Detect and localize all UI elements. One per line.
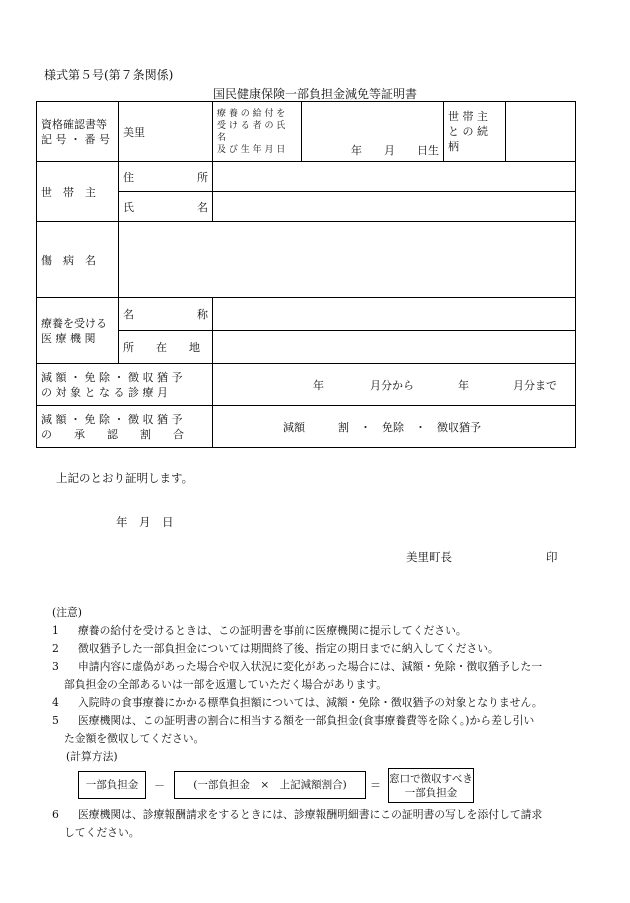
address-field[interactable] (213, 162, 576, 192)
note-text: 療養の給付を受けるときは、この証明書を事前に医療機関に提示してください。 (78, 624, 467, 637)
institution-label-cell (37, 298, 119, 364)
note-text: 徴収猶予した一部負担金については期間終了後、指定の期日までに納入してください。 (78, 642, 499, 655)
inst-name-label-cell (119, 298, 213, 331)
period-year-1: 年 (313, 378, 324, 392)
qualification-label-cell (37, 102, 119, 162)
name-field[interactable] (213, 192, 576, 222)
note-number: 1 (52, 624, 59, 637)
calc-box-result (388, 768, 474, 803)
note-text: 医療機関は、診療報酬請求をするときには、診療報酬明細書にこの証明書の写しを添付して請求 (78, 808, 543, 821)
qualification-label: 資格確認書等 (41, 117, 107, 131)
relation-label-cell (444, 102, 506, 162)
approval-label: 減 額 ・ 免 除 ・ 徴 収 猶 予 (41, 412, 183, 426)
disease-label: 傷 病 名 (37, 222, 119, 298)
relation-field[interactable] (506, 102, 576, 162)
table-row (37, 222, 576, 298)
note-text: 入院時の食事療養にかかる標準負担額については、減額・免除・徴収猶予の対象となりません。 (78, 696, 543, 709)
qualification-label: 記 号 ・ 番 号 (41, 132, 110, 146)
qualification-value[interactable]: 美里 (119, 102, 213, 162)
table-row (37, 406, 576, 448)
note-item (52, 640, 587, 658)
note-number: 2 (52, 642, 59, 655)
calc-result-line: 窓口で徴収すべき (389, 772, 473, 785)
note-number: 5 (52, 714, 59, 727)
recipient-label-cell (213, 102, 302, 162)
issuer-name: 美里町長 (406, 550, 452, 564)
name-label-a: 氏 (123, 200, 134, 214)
document-title: 国民健康保険一部負担金減免等証明書 (212, 87, 417, 101)
name-label-b: 名 (197, 200, 208, 214)
name-label-cell (119, 192, 213, 222)
period-line (217, 377, 571, 393)
recipient-dob: 年 月 日生 (351, 144, 439, 157)
note-number: 4 (52, 696, 59, 709)
address-label-a: 住 (123, 170, 134, 184)
inst-location-label: 所 在 地 (119, 331, 213, 364)
note-item (52, 658, 587, 694)
relation-label: と の 続 柄 (448, 125, 488, 153)
address-label-cell (119, 162, 213, 192)
recipient-label: 療 養 の 給 付 を (217, 108, 286, 119)
period-to: 月分まで (513, 378, 557, 392)
address-label-b: 所 (197, 170, 208, 184)
calc-equals: ＝ (370, 779, 381, 792)
institution-label: 療養を受ける (41, 316, 107, 330)
notes-heading: (注意) (52, 606, 83, 619)
period-label: の 対 象 と な る 診 療 月 (41, 385, 168, 399)
period-field[interactable] (213, 364, 576, 406)
form-number: 様式第５号(第７条関係) (44, 68, 174, 82)
note-number: 3 (52, 660, 59, 673)
table-row (37, 298, 576, 331)
calc-box-copay: 一部負担金 (78, 771, 146, 799)
calc-formula (78, 768, 587, 804)
certificate-table (36, 101, 576, 448)
period-label-cell (37, 364, 213, 406)
disease-field[interactable] (119, 222, 576, 298)
relation-label: 世 帯 主 (448, 110, 488, 123)
approval-label-cell (37, 406, 213, 448)
approval-label: の 承 認 割 合 (41, 427, 184, 441)
note-number: 6 (52, 808, 59, 821)
period-from: 月分から (370, 378, 414, 392)
table-row (37, 102, 576, 162)
institution-label: 医 療 機 関 (41, 331, 96, 345)
inst-name-label-a: 名 (123, 308, 134, 321)
recipient-field[interactable] (302, 102, 444, 162)
householder-label: 世 帯 主 (37, 162, 119, 222)
institution-location-field[interactable] (213, 331, 576, 364)
note-continuation: 部負担金の全部あるいは一部を返還していただく場合があります。 (64, 678, 388, 691)
period-year-2: 年 (458, 378, 469, 392)
approval-field[interactable] (213, 406, 576, 448)
note-item (52, 622, 587, 640)
certification-statement: 上記のとおり証明します。 (56, 471, 194, 485)
address-label (123, 169, 208, 185)
name-label (123, 199, 208, 215)
note-item (52, 806, 587, 842)
institution-name-field[interactable] (213, 298, 576, 331)
table-row (37, 162, 576, 192)
period-label: 減 額 ・ 免 除 ・ 徴 収 猶 予 (41, 370, 183, 384)
note-continuation: してください。 (64, 826, 140, 839)
note-item (52, 694, 587, 712)
recipient-label: 及 び 生 年 月 日 (217, 144, 286, 155)
certification-date: 年 月 日 (116, 515, 174, 529)
note-item (52, 712, 587, 748)
notes-section (52, 604, 587, 842)
calc-heading: (計算方法) (66, 750, 118, 763)
inst-name-label (123, 306, 208, 322)
approval-value: 減額 割 ・ 免除 ・ 徴収猶予 (283, 420, 481, 434)
note-continuation: た金額を徴収してください。 (64, 732, 205, 745)
inst-name-label-b: 称 (197, 308, 208, 321)
seal-mark: 印 (546, 550, 558, 564)
note-text: 申請内容に虚偽があった場合や収入状況に変化があった場合には、減額・免除・徴収猶予した一 (78, 660, 543, 673)
calc-box-reduction: (一部負担金 × 上記減額割合) (174, 771, 366, 799)
calc-minus: － (154, 779, 165, 792)
recipient-label: 受 け る 者 の 氏 名 (217, 120, 286, 143)
table-row (37, 364, 576, 406)
note-text: 医療機関は、この証明書の割合に相当する額を一部負担金(食事療養費等を除く。)から差し引い (78, 714, 535, 727)
calc-result-line: 一部負担金 (404, 786, 458, 799)
